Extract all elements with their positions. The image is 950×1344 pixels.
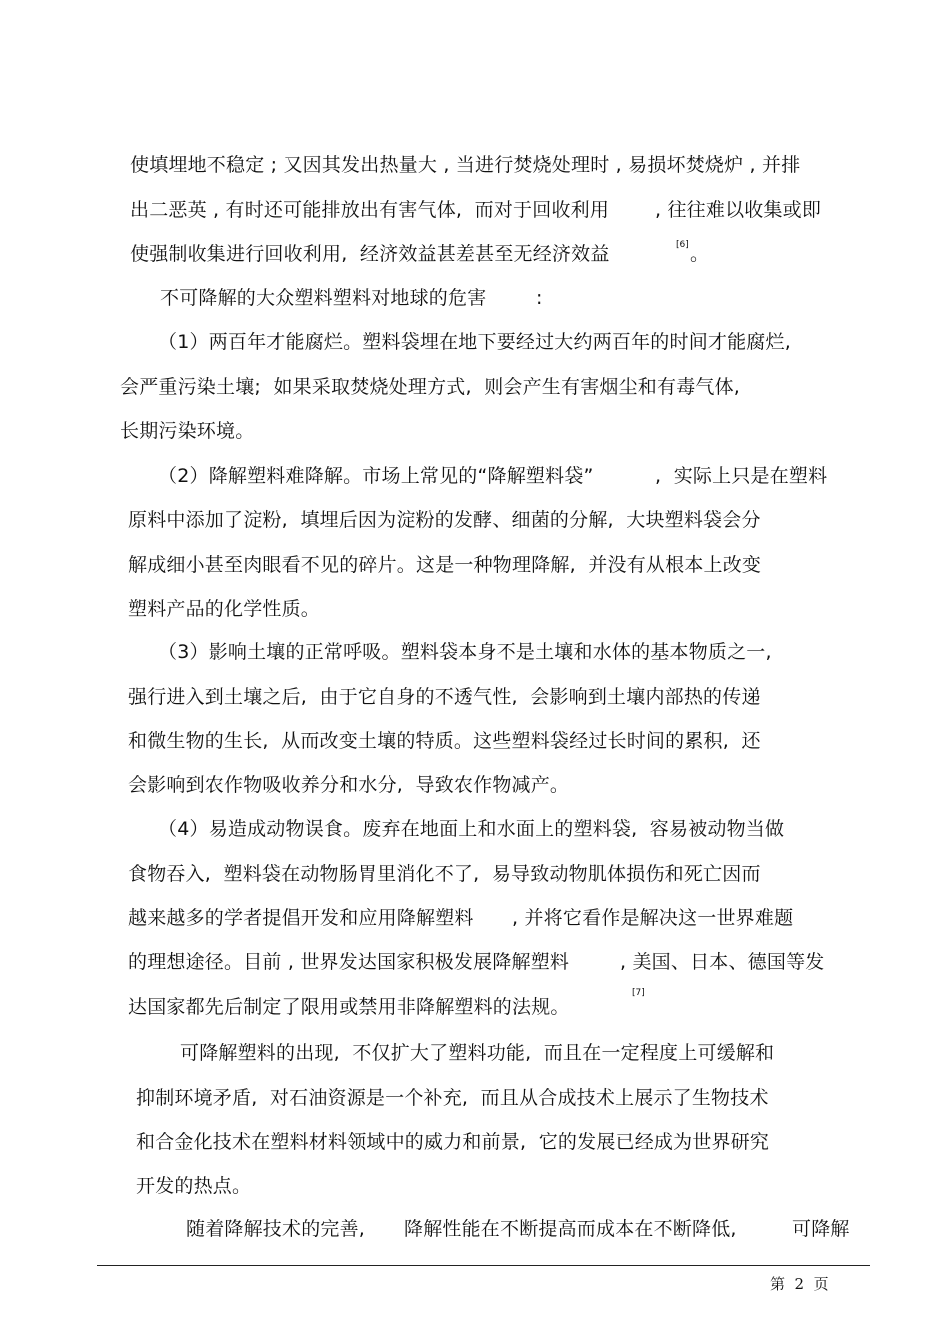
- heading-harm: 不可降解的大众塑料塑料对地球的危害: [160, 287, 487, 309]
- item-3-line-3: 和微生物的生长, 从而改变土壤的特质。这些塑料袋经过长时间的累积, 还: [128, 730, 761, 752]
- item-2-line-2: 原料中添加了淀粉, 填埋后因为淀粉的发酵、细菌的分解, 大块塑料袋会分: [128, 509, 761, 531]
- footer-rule: [97, 1265, 870, 1266]
- para-tech-part-2: 降解性能在不断提高而成本在不断降低,: [404, 1218, 737, 1240]
- item-2-line-4: 塑料产品的化学性质。: [128, 598, 321, 620]
- page-number: 第 2 页: [770, 1275, 829, 1293]
- heading-colon: :: [536, 287, 543, 309]
- citation-7: [7]: [632, 988, 645, 998]
- line-3-end: 。: [690, 243, 710, 265]
- item-4-line-3b: , 并将它看作是解决这一世界难题: [512, 907, 794, 929]
- citation-6: [6]: [676, 240, 689, 250]
- item-3-line-2: 强行进入到土壤之后, 由于它自身的不透气性, 会影响到土壤内部热的传递: [128, 686, 761, 708]
- item-2-line-1b: , 实际上只是在塑料: [655, 465, 828, 487]
- item-4-line-4b: , 美国、日本、德国等发: [620, 951, 825, 973]
- line-2a: 出二恶英 , 有时还可能排放出有害气体, 而对于回收利用: [130, 199, 610, 221]
- item-4-line-3a: 越来越多的学者提倡开发和应用降解塑料: [128, 907, 474, 929]
- item-4-line-4a: 的理想途径。目前 , 世界发达国家积极发展降解塑料: [128, 951, 570, 973]
- line-1: 使填埋地不稳定 ; 又因其发出热量大 , 当进行焚烧处理时 , 易损坏焚烧炉 , 并排: [130, 154, 801, 176]
- item-3-line-1: （3）影响土壤的正常呼吸。塑料袋本身不是土壤和水体的基本物质之一,: [158, 641, 772, 663]
- item-4-line-1: （4）易造成动物误食。废弃在地面上和水面上的塑料袋, 容易被动物当做: [158, 818, 785, 840]
- item-2-line-3: 解成细小甚至肉眼看不见的碎片。这是一种物理降解, 并没有从根本上改变: [128, 554, 762, 576]
- item-1-line-3: 长期污染环境。: [120, 420, 255, 442]
- para-tech-part-1: 随着降解技术的完善,: [186, 1218, 366, 1240]
- item-4-line-5: 达国家都先后制定了限用或禁用非降解塑料的法规。: [128, 996, 570, 1018]
- item-1-line-1: （1）两百年才能腐烂。塑料袋埋在地下要经过大约两百年的时间才能腐烂,: [158, 331, 791, 353]
- line-2b: , 往往难以收集或即: [655, 199, 822, 221]
- item-3-line-4: 会影响到农作物吸收养分和水分, 导致农作物减产。: [128, 774, 570, 796]
- para-degradable-line-2: 抑制环境矛盾, 对石油资源是一个补充, 而且从合成技术上展示了生物技术: [136, 1087, 769, 1109]
- para-degradable-line-3: 和合金化技术在塑料材料领域中的威力和前景, 它的发展已经成为世界研究: [136, 1131, 770, 1153]
- item-2-line-1a: （2）降解塑料难降解。市场上常见的“降解塑料袋”: [158, 465, 594, 487]
- para-degradable-line-1: 可降解塑料的出现, 不仅扩大了塑料功能, 而且在一定程度上可缓解和: [180, 1042, 775, 1064]
- para-tech-part-3: 可降解: [792, 1218, 850, 1240]
- item-4-line-2: 食物吞入, 塑料袋在动物肠胃里消化不了, 易导致动物肌体损伤和死亡因而: [128, 863, 761, 885]
- para-degradable-line-4: 开发的热点。: [136, 1175, 252, 1197]
- item-1-line-2: 会严重污染土壤; 如果采取焚烧处理方式, 则会产生有害烟尘和有毒气体,: [120, 376, 741, 398]
- line-3: 使强制收集进行回收利用, 经济效益甚差甚至无经济效益: [130, 243, 610, 265]
